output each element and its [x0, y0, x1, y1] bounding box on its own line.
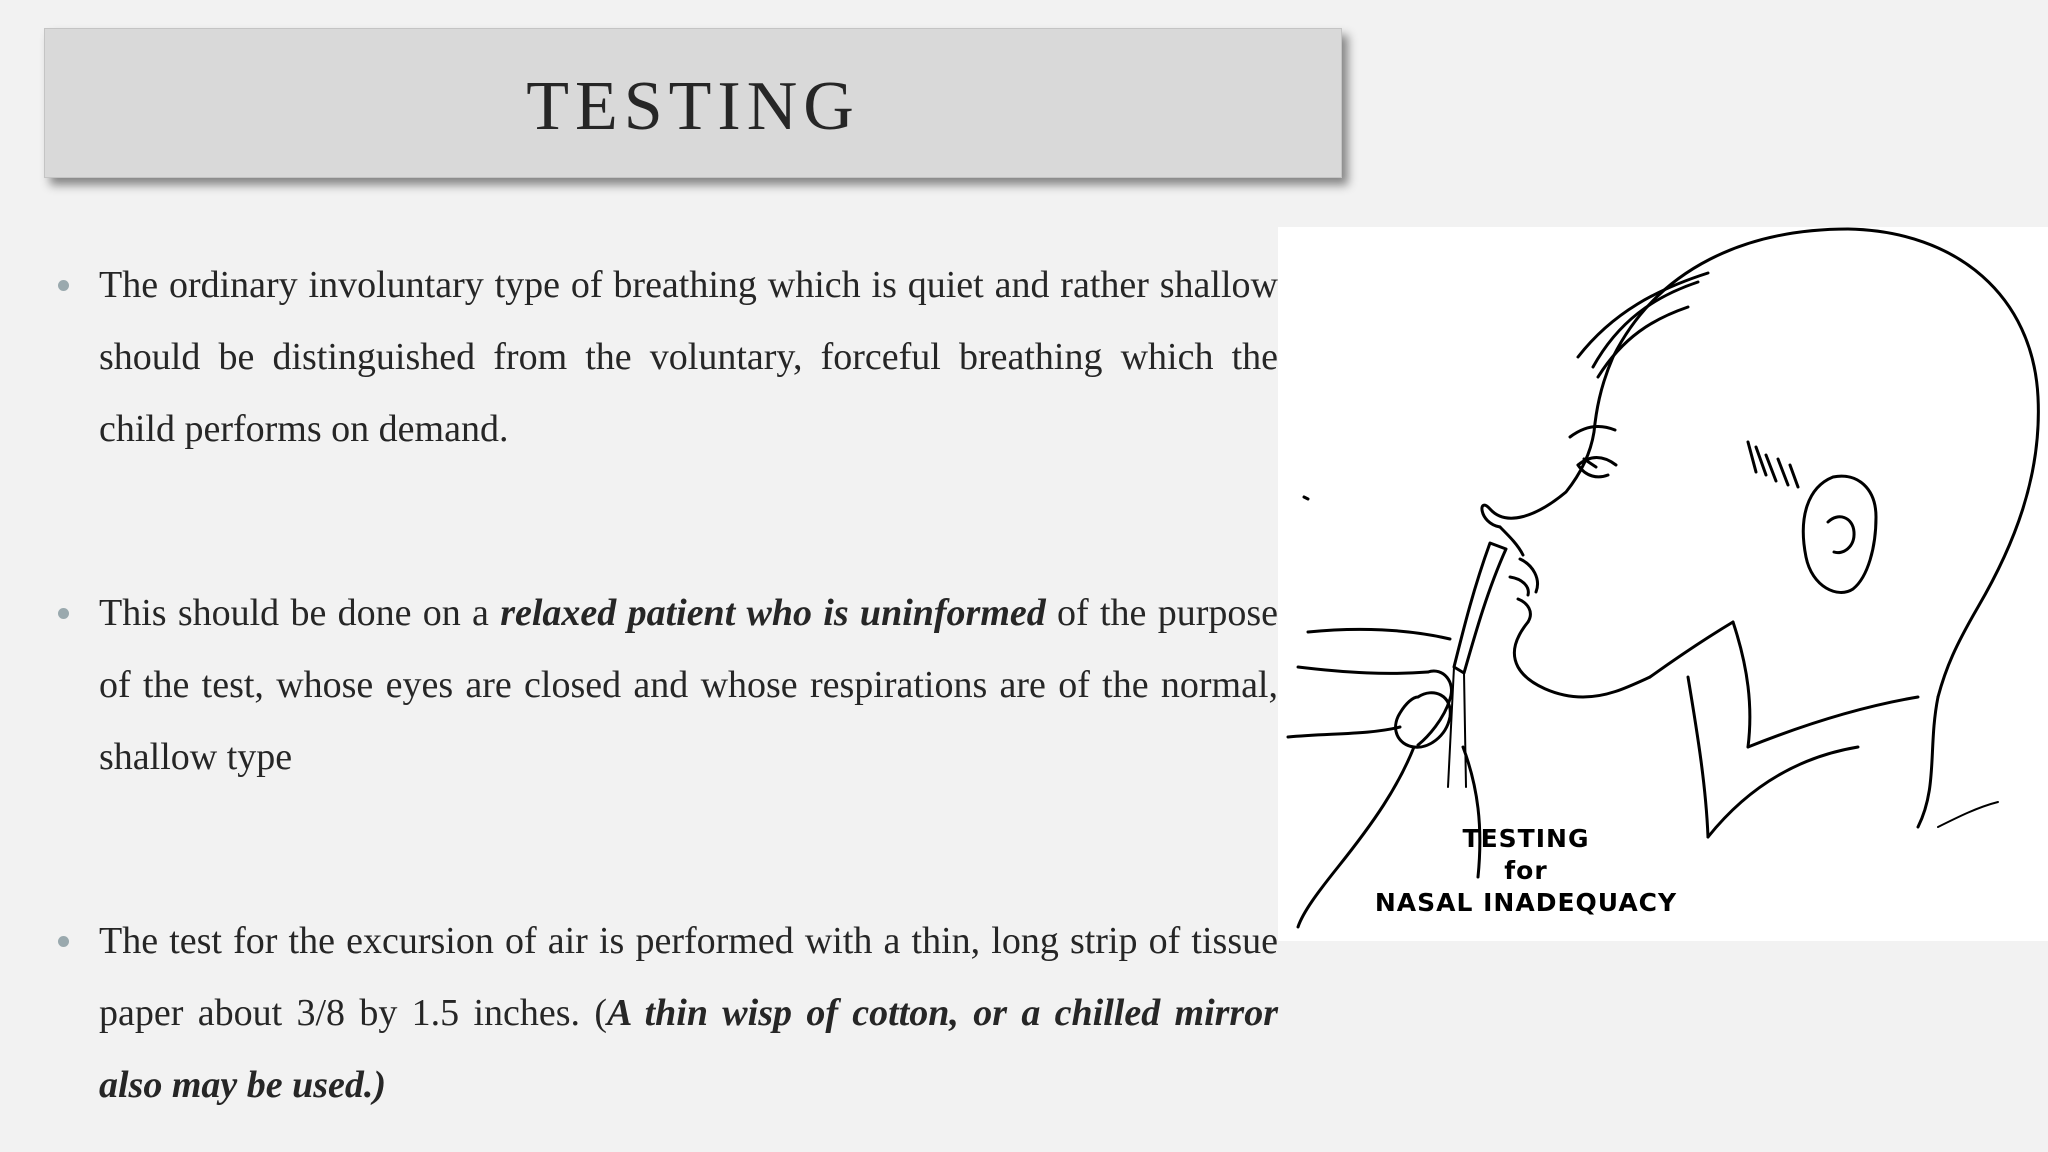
bullet-dot-icon: [58, 608, 69, 619]
bullet-item-breathing-types: [55, 249, 1278, 465]
bullet-item-relaxed-patient: [55, 577, 1278, 793]
bullet-text: The test for the excursion of air is performed with a thin, long strip of tissue paper about 3/8 by 1.5 inches. (: [99, 920, 1278, 1034]
bullet-emphasis: relaxed patient who is uninformed: [500, 592, 1046, 634]
bullet-dot-icon: [58, 280, 69, 291]
bullet-text: This should be done on a: [99, 592, 501, 634]
bullet-dot-icon: [58, 936, 69, 947]
caption-line-1: TESTING: [1462, 824, 1590, 853]
caption-line-2: for: [1504, 856, 1548, 885]
caption-line-3: NASAL INADEQUACY: [1374, 888, 1678, 917]
bullet-item-tissue-test: [55, 905, 1278, 1121]
bullet-list: [55, 249, 1278, 1121]
bullet-text: The ordinary involuntary type of breathing which is quiet and rather shallow should be distinguished from the voluntary, forceful breathing which the child performs on demand.: [99, 264, 1278, 450]
figure-caption: [1340, 823, 1712, 919]
title-banner: [44, 28, 1342, 178]
bullet-emphasis: A thin wisp of cotton, or a chilled mirror also may be used.): [99, 992, 1278, 1106]
nasal-test-illustration: [1278, 227, 2048, 941]
slide-title: TESTING: [526, 68, 860, 145]
bullet-text: of the purpose of the test, whose eyes are closed and whose respirations are of the normal, shallow type: [99, 592, 1279, 778]
